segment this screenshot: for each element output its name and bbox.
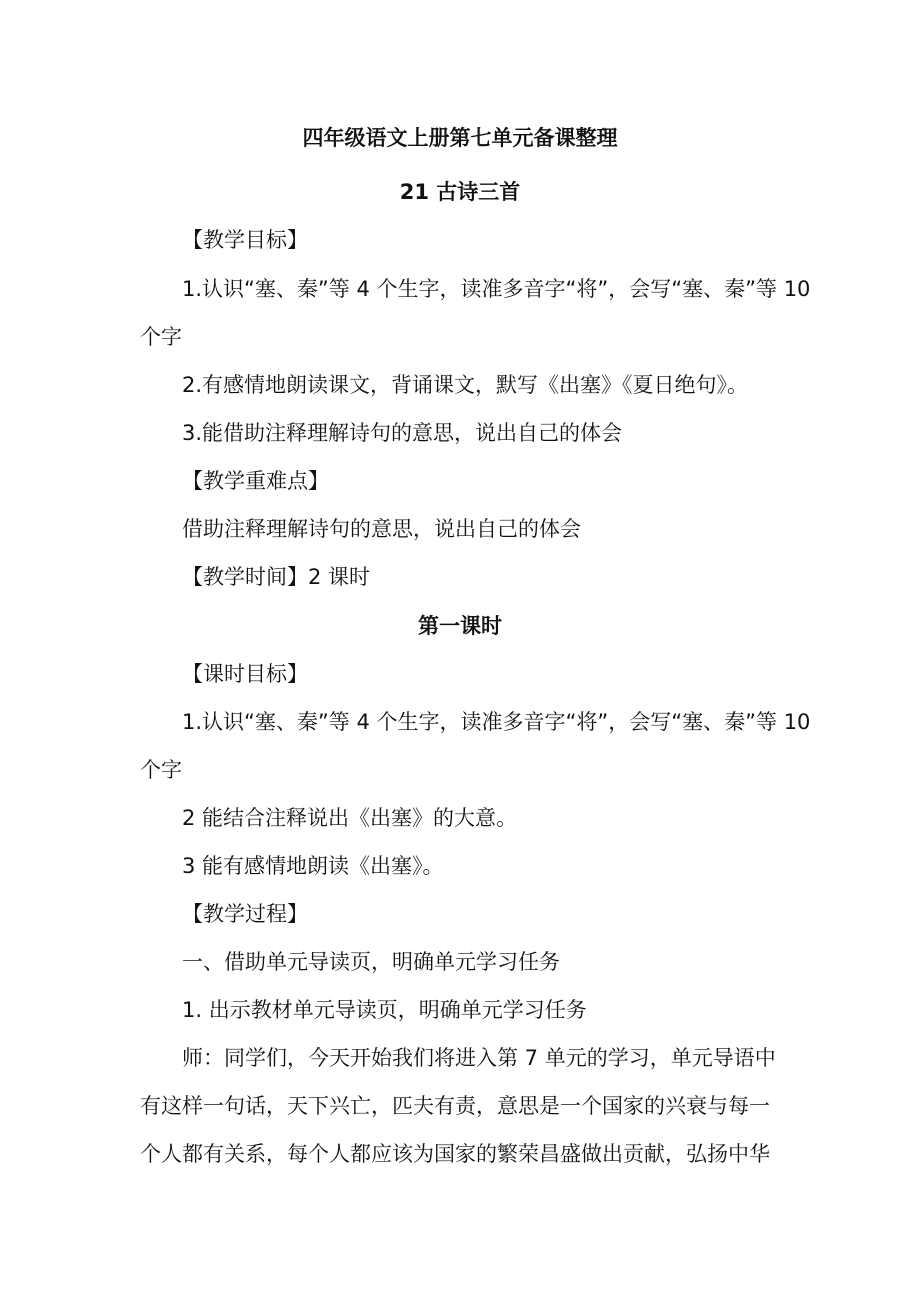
teacher-line-1: 师：同学们，今天开始我们将进入第 7 单元的学习，单元导语中	[182, 1046, 776, 1070]
key-points-text: 借助注释理解诗句的意思，说出自己的体会	[182, 517, 581, 541]
teacher-line-3: 个人都有关系，每个人都应该为国家的繁荣昌盛做出贡献，弘扬中华	[140, 1142, 770, 1166]
period-goals-heading: 【课时目标】	[182, 662, 308, 686]
period-goal-1-line-1: 1.认识“塞、秦”等 4 个生字，读准多音字“将”，会写“塞、秦”等 10	[182, 710, 811, 734]
document-title: 四年级语文上册第七单元备课整理	[302, 126, 618, 150]
goal-2: 2.有感情地朗读课文，背诵课文，默写《出塞》《夏日绝句》。	[182, 373, 749, 397]
period-goal-3: 3 能有感情地朗读《出塞》。	[182, 854, 444, 878]
goal-3: 3.能借助注释理解诗句的意思，说出自己的体会	[182, 421, 623, 445]
teacher-line-2: 有这样一句话，天下兴亡，匹夫有责，意思是一个国家的兴衰与每一	[140, 1094, 770, 1118]
period-goal-1-line-2: 个字	[140, 758, 182, 782]
goal-1-line-2: 个字	[140, 325, 182, 349]
process-step-1: 一、借助单元导读页，明确单元学习任务	[182, 950, 560, 974]
teaching-time: 【教学时间】2 课时	[182, 565, 371, 589]
process-heading: 【教学过程】	[182, 902, 308, 926]
goal-1-line-1: 1.认识“塞、秦”等 4 个生字，读准多音字“将”，会写“塞、秦”等 10	[182, 277, 811, 301]
goals-heading: 【教学目标】	[182, 228, 308, 252]
process-step-1-1: 1. 出示教材单元导读页，明确单元学习任务	[182, 998, 587, 1022]
key-points-heading: 【教学重难点】	[182, 469, 329, 493]
lesson-title: 21 古诗三首	[399, 180, 521, 204]
period-1-title: 第一课时	[418, 614, 502, 638]
period-goal-2: 2 能结合注释说出《出塞》的大意。	[182, 806, 518, 830]
